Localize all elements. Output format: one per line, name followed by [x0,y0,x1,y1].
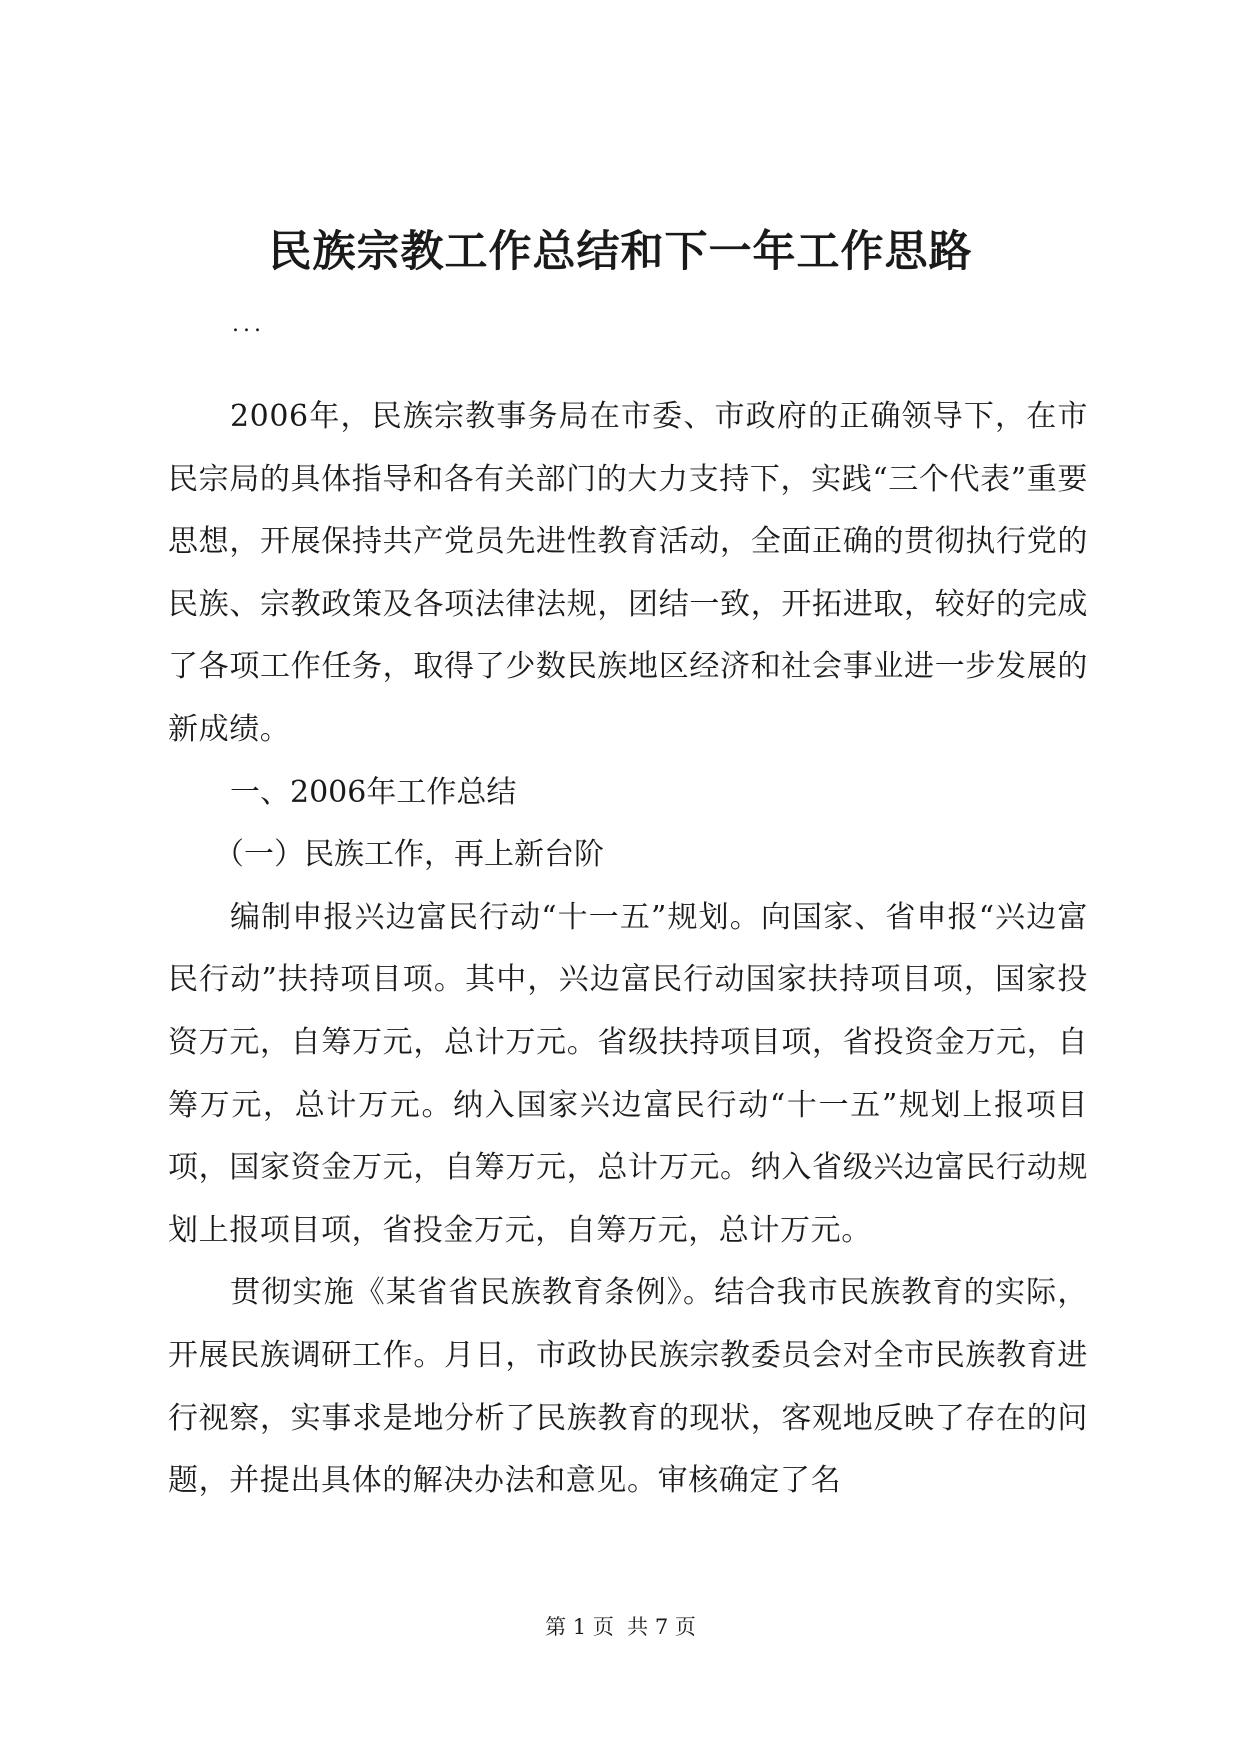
document-title: 民族宗教工作总结和下一年工作思路 [268,227,973,277]
page-footer: 第 1 页 共 7 页 [545,1615,696,1639]
document-body [168,386,1088,1513]
intro-paragraph: 2006年，民族宗教事务局在市委、市政府的正确领导下，在市民宗局的具体指导和各有关部门的大力支持下，实践“三个代表”重要思想，开展保持共产党员先进性教育活动，全面正确的贯彻执行党的民族、宗教政策及各项法律法规，团结一致，开拓进取，较好的完成了各项工作任务，取得了少数民族地区经济和社会事业进一步发展的新成绩。 [168,399,1088,747]
planning-paragraph: 编制申报兴边富民行动“十一五”规划。向国家、省申报“兴边富民行动”扶持项目项。其中，兴边富民行动国家扶持项目项，国家投资万元，自筹万元，总计万元。省级扶持项目项，省投资金万元，自筹万元，总计万元。纳入国家兴边富民行动“十一五”规划上报项目项，国家资金万元，自筹万元，总计万元。纳入省级兴边富民行动规划上报项目项，省投金万元，自筹万元，总计万元。 [168,899,1088,1248]
section-heading: 一、2006年工作总结 [230,774,517,810]
ellipsis-marker: ... [232,312,265,337]
subsection-heading: （一）民族工作，再上新台阶 [214,837,604,873]
education-paragraph: 贯彻实施《某省省民族教育条例》。结合我市民族教育的实际，开展民族调研工作。月日，市政协民族宗教委员会对全市民族教育进行视察，实事求是地分析了民族教育的现状，客观地反映了存在的问题，并提出具体的解决办法和意见。审核确定了名 [168,1275,1088,1499]
